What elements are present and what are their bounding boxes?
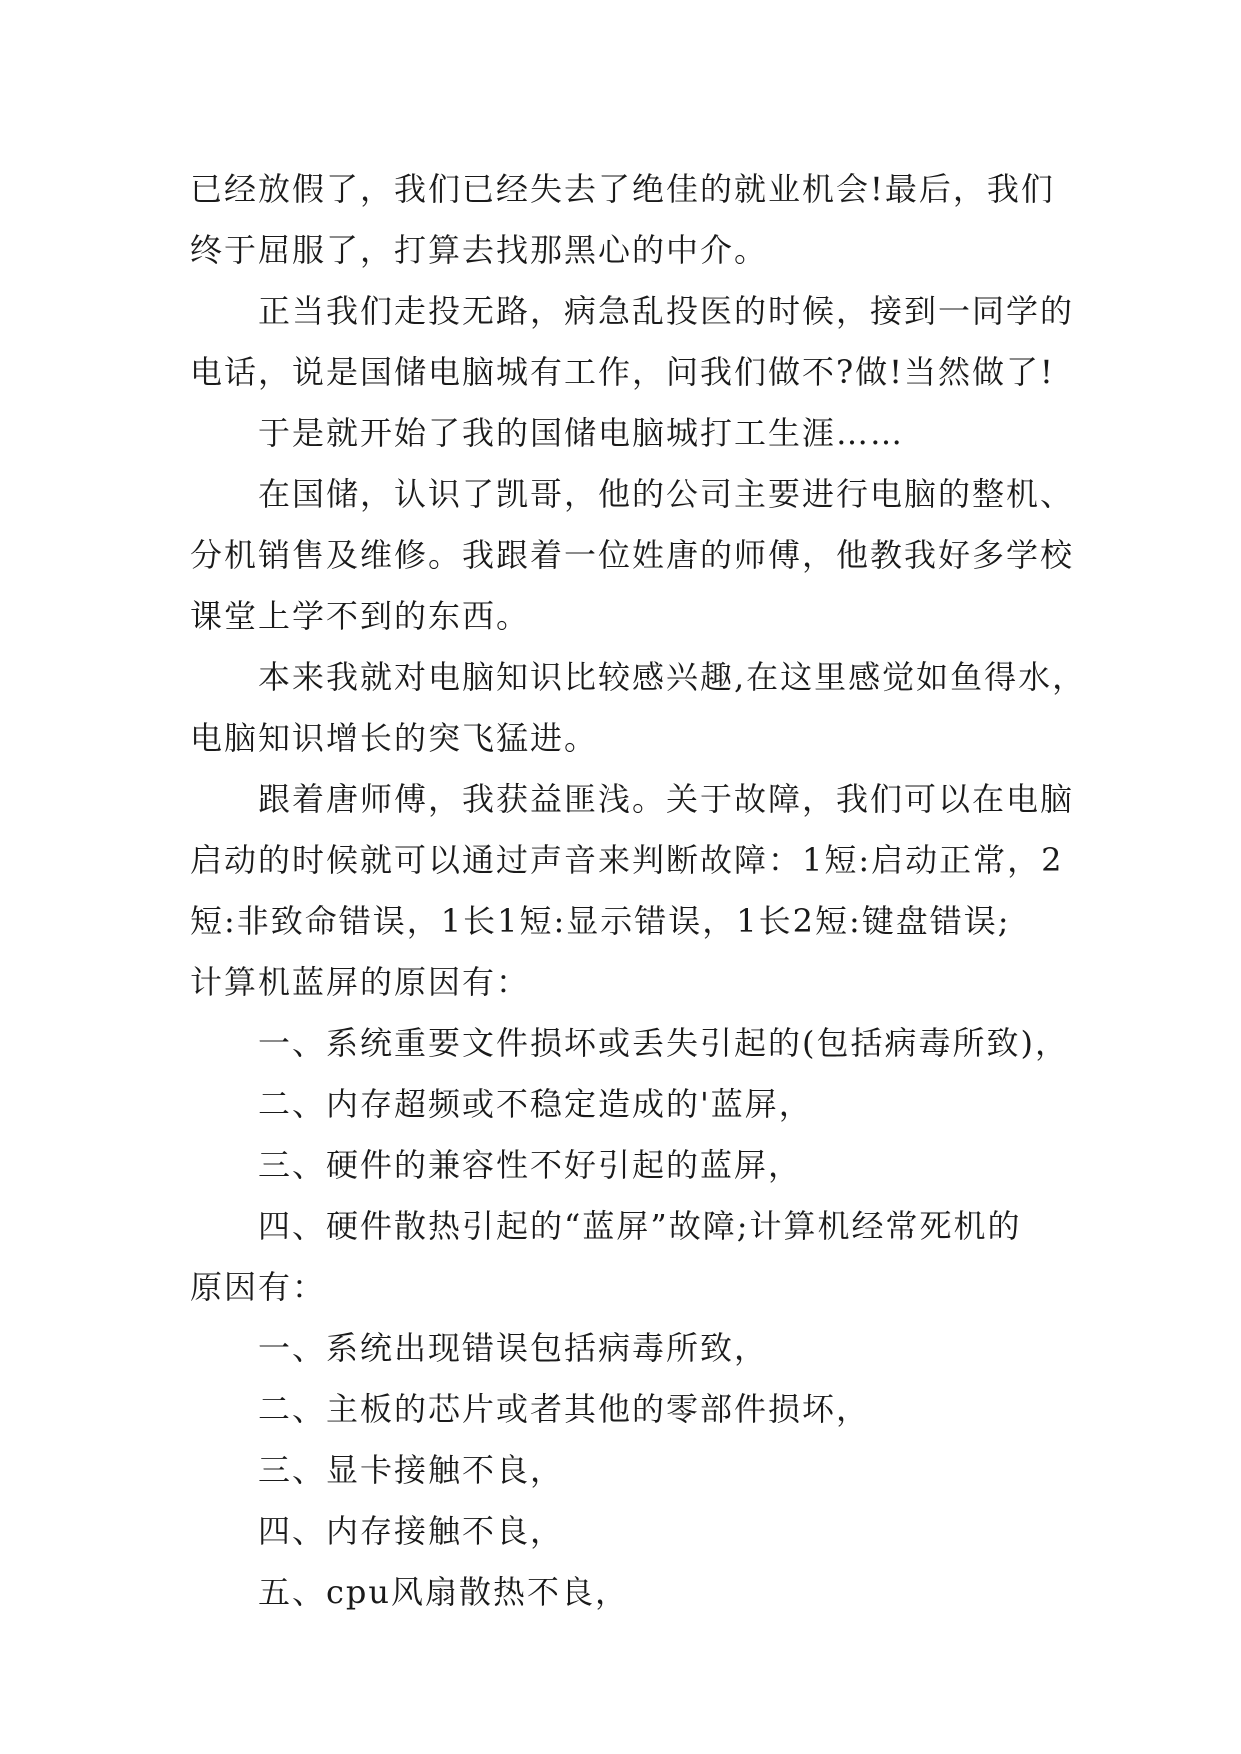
- text-line-15: 一、系统重要文件损坏或丢失引起的(包括病毒所致)，: [258, 1024, 1069, 1062]
- text-line-9: 本来我就对电脑知识比较感兴趣,在这里感觉如鱼得水，: [258, 658, 1087, 696]
- text-line-22: 三、显卡接触不良，: [258, 1451, 565, 1489]
- text-line-4: 电话，说是国储电脑城有工作，问我们做不?做!当然做了!: [190, 353, 1055, 391]
- text-line-2: 终于屈服了，打算去找那黑心的中介。: [190, 231, 769, 269]
- text-line-20: 一、系统出现错误包括病毒所致，: [258, 1329, 769, 1367]
- text-line-5: 于是就开始了我的国储电脑城打工生涯……: [258, 414, 905, 452]
- text-line-13: 短:非致命错误，1长1短:显示错误，1长2短:键盘错误;: [190, 902, 1011, 940]
- text-line-10: 电脑知识增长的突飞猛进。: [190, 719, 599, 757]
- text-line-21: 二、主板的芯片或者其他的零部件损坏，: [258, 1390, 871, 1428]
- text-line-7: 分机销售及维修。我跟着一位姓唐的师傅，他教我好多学校: [190, 536, 1075, 574]
- text-line-23: 四、内存接触不良，: [258, 1512, 565, 1550]
- text-line-11: 跟着唐师傅，我获益匪浅。关于故障，我们可以在电脑: [258, 780, 1075, 818]
- text-line-3: 正当我们走投无路，病急乱投医的时候，接到一同学的: [258, 292, 1075, 330]
- text-line-17: 三、硬件的兼容性不好引起的蓝屏，: [258, 1146, 803, 1184]
- text-line-18: 四、硬件散热引起的“蓝屏”故障;计算机经常死机的: [258, 1207, 1022, 1245]
- body-text: [190, 159, 1087, 1623]
- text-line-19: 原因有：: [190, 1268, 327, 1306]
- text-line-1: 已经放假了，我们已经失去了绝佳的就业机会!最后，我们: [190, 170, 1055, 208]
- text-line-24: 五、cpu风扇散热不良，: [258, 1573, 630, 1611]
- text-line-12: 启动的时候就可以通过声音来判断故障：1短:启动正常，2: [190, 841, 1064, 879]
- text-line-14: 计算机蓝屏的原因有：: [190, 963, 531, 1001]
- text-line-8: 课堂上学不到的东西。: [190, 597, 531, 635]
- text-line-16: 二、内存超频或不稳定造成的'蓝屏，: [258, 1085, 813, 1123]
- text-line-6: 在国储，认识了凯哥，他的公司主要进行电脑的整机、: [258, 475, 1075, 513]
